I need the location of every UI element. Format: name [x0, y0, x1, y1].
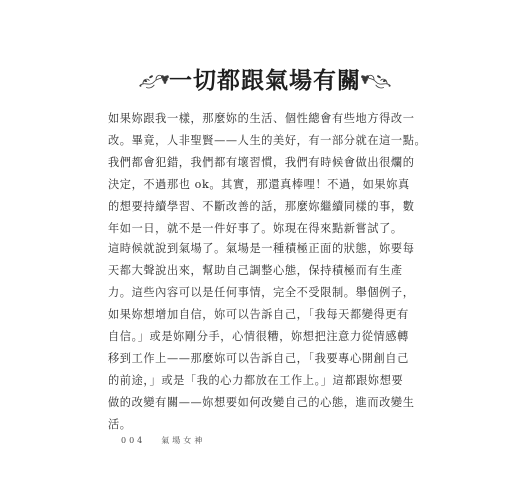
- text-line: 力。這些內容可以是任何事情，完全不受限制。舉個例子，: [108, 286, 415, 299]
- paragraph-2: [108, 238, 424, 436]
- text-line: 年如一日，就不是一件好事了。妳現在得來點新嘗試了。: [108, 222, 403, 235]
- text-line: 的想要持續學習、不斷改善的話，那麼妳繼續同樣的事，數: [108, 200, 415, 213]
- text-line: 天都大聲說出來，幫助自己調整心態，保持積極而有生產: [108, 264, 403, 277]
- text-line: 我們都會犯錯，我們都有壞習慣，我們有時候會做出很爛的: [108, 156, 415, 169]
- text-line: 做的改變有關——妳想要如何改變自己的心態，進而改變生: [108, 396, 415, 409]
- text-line: 移到工作上——那麼妳可以告訴自己，「我要專心開創自己: [108, 352, 409, 365]
- text-line: 決定，不過那也 ok。其實，那還真棒哩！不過，如果妳真: [108, 178, 410, 191]
- text-line: 這時候就說到氣場了。氣場是一種積極正面的狀態，妳要每: [108, 242, 415, 255]
- text-line: 如果妳想增加自信，妳可以告訴自己，「我每天都變得更有: [108, 308, 409, 321]
- text-line: 活。: [108, 418, 132, 431]
- floral-ornament-icon: [138, 67, 169, 93]
- text-line: 自信。」或是妳剛分手，心情很糟，妳想把注意力從情感轉: [108, 330, 409, 343]
- chapter-header: [138, 64, 392, 96]
- page-footer: [121, 435, 205, 446]
- text-line: 如果妳跟我一樣，那麼妳的生活、個性總會有些地方得改一: [108, 112, 415, 125]
- running-book-title: 氣場女神: [161, 436, 206, 445]
- text-line: 改。畢竟，人非聖賢——人生的美好，有一部分就在這一點。: [108, 134, 427, 147]
- chapter-title: 一切都跟氣場有關: [169, 66, 361, 94]
- page-number: 004: [121, 436, 146, 445]
- text-line: 的前途，」或是「我的心力都放在工作上。」這都跟妳想要: [108, 374, 404, 387]
- paragraph-1: [108, 108, 427, 240]
- floral-ornament-icon: [361, 67, 392, 93]
